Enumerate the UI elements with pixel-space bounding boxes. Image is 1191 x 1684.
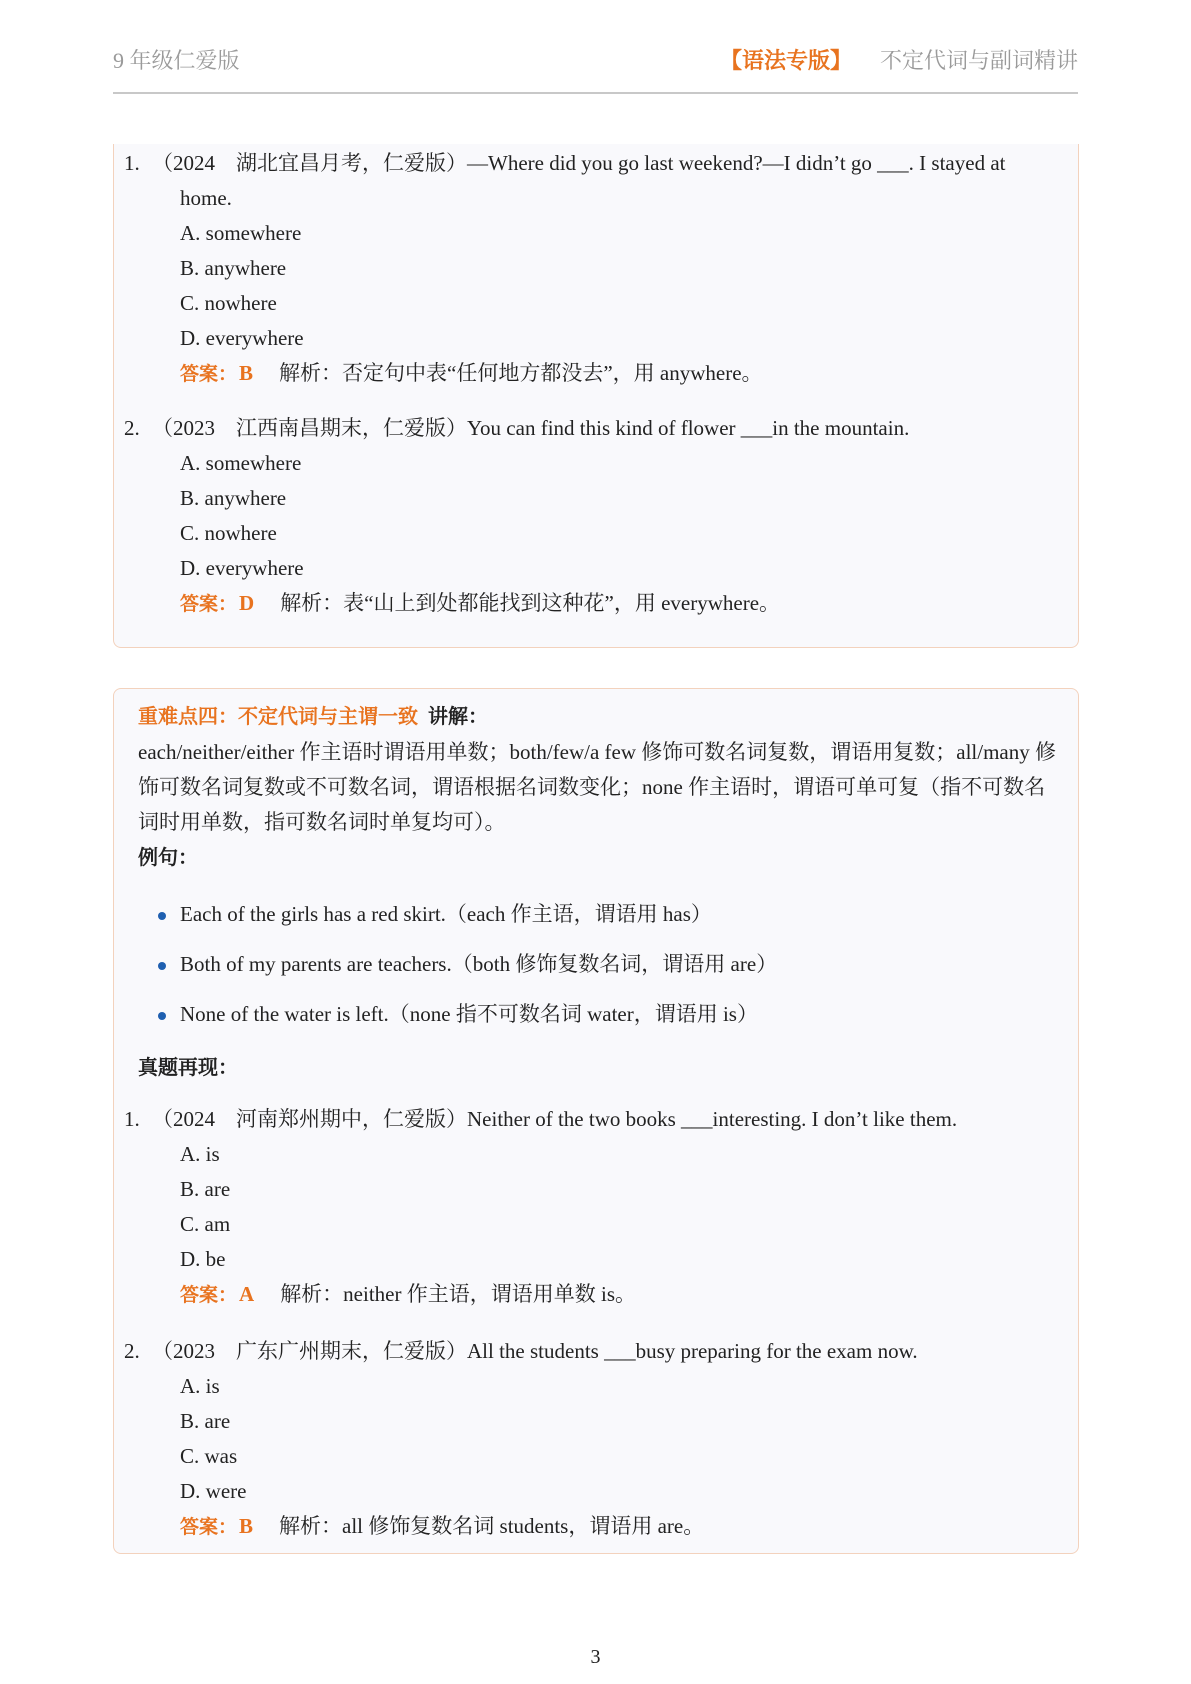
answer-line [152,1509,1058,1545]
option-d: D. everywhere [180,326,304,350]
option-c: C. nowhere [180,521,277,545]
option-a: A. somewhere [180,221,302,245]
question-stem: 2. （2023 江西南昌期末，仁爱版）You can find this kind of flower ___in the mountain. [124,416,910,440]
page-header [113,44,1078,94]
header-right [720,44,1078,75]
explanation-paragraph: each/neither/either 作主语时谓语用单数；both/few/a few 修饰可数名词复数，谓语用复数；all/many 修饰可数名词复数或不可数名词，谓语根据名词数变化；none 作主语时，谓语可单可复（指不可数名词时用单数，指可数名词时单复均可）。 [138,740,1056,834]
analysis-text: 解析：表“山上到处都能找到这种花”，用 everywhere。 [280,591,781,615]
section-heading [138,699,488,733]
question-1 [124,146,1058,392]
examples-label: 例句： [138,845,198,869]
option-c: C. nowhere [180,291,277,315]
example-item [158,947,1058,982]
option-c: C. am [180,1212,231,1236]
option-b: B. anywhere [180,486,287,510]
option-d: D. were [180,1479,247,1503]
option-a: A. is [180,1142,220,1166]
answer-label: 答案： [180,1284,238,1306]
bullet-icon [158,912,166,920]
question-stem: 1. （2024 湖北宜昌月考，仁爱版）—Where did you go last weekend?—I didn’t go ___. I stayed at home. [124,151,1006,210]
document-title: 不定代词与副词精讲 [879,48,1078,73]
bullet-icon [158,1012,166,1020]
example-item [158,897,1058,932]
question-text: （2024 河南郑州期中，仁爱版）Neither of the two books ___interesting. I don’t like them. [152,1107,958,1131]
answer-line [152,1277,1058,1313]
section-title: 重难点四：不定代词与主谓一致 [138,704,418,728]
grammar-point-box [113,688,1079,1554]
question-stem: 1. （2024 河南郑州期中，仁爱版）Neither of the two books ___interesting. I don’t like them. [124,1107,958,1131]
option-d: D. everywhere [180,556,304,580]
example-text: Each of the girls has a red skirt.（each 作主语，谓语用 has） [180,902,712,926]
analysis-text: 解析：all 修饰复数名词 students，谓语用 are。 [279,1514,705,1538]
bullet-icon [158,962,166,970]
grade-edition: 9 年级仁爱版 [113,48,240,73]
option-c: C. was [180,1444,238,1468]
example-text: Both of my parents are teachers.（both 修饰复数名词，谓语用 are） [180,952,778,976]
analysis-text: 解析：neither 作主语，谓语用单数 is。 [280,1282,636,1306]
edition-tag: 【语法专版】 [719,48,852,73]
option-b: B. are [180,1409,231,1433]
example-text: None of the water is left.（none 指不可数名词 water，谓语用 is） [180,1002,758,1026]
answer-label: 答案： [180,1516,238,1538]
question-text: （2023 广东广州期末，仁爱版）All the students ___busy preparing for the exam now. [152,1339,918,1363]
section-subtitle: 讲解： [428,704,488,728]
exam-questions-label: 真题再现： [138,1055,238,1079]
option-a: A. is [180,1374,220,1398]
answer-label: 答案： [180,593,238,615]
answer-line [152,356,1058,392]
option-b: B. anywhere [180,256,287,280]
example-item [158,997,1058,1032]
question-text: （2023 江西南昌期末，仁爱版）You can find this kind of flower ___in the mountain. [152,416,910,440]
page-number: 3 [590,1646,601,1668]
question-stem: 2. （2023 广东广州期末，仁爱版）All the students ___busy preparing for the exam now. [124,1339,918,1363]
answer-label: 答案： [180,363,238,385]
question-1 [124,1102,1058,1313]
option-d: D. be [180,1247,226,1271]
option-b: B. are [180,1177,231,1201]
answer-letter: D [239,591,255,615]
option-a: A. somewhere [180,451,302,475]
answer-letter: B [239,1514,254,1538]
question-text: （2024 湖北宜昌月考，仁爱版）—Where did you go last weekend?—I didn’t go ___. I stayed at home. [152,151,1006,210]
example-list [158,897,1058,1047]
question-2 [124,411,1058,622]
answer-letter: A [239,1282,255,1306]
exercise-box-1 [113,144,1079,648]
answer-line [152,586,1058,622]
answer-letter: B [239,361,254,385]
question-2 [124,1334,1058,1545]
analysis-text: 解析：否定句中表“任何地方都没去”，用 anywhere。 [279,361,763,385]
